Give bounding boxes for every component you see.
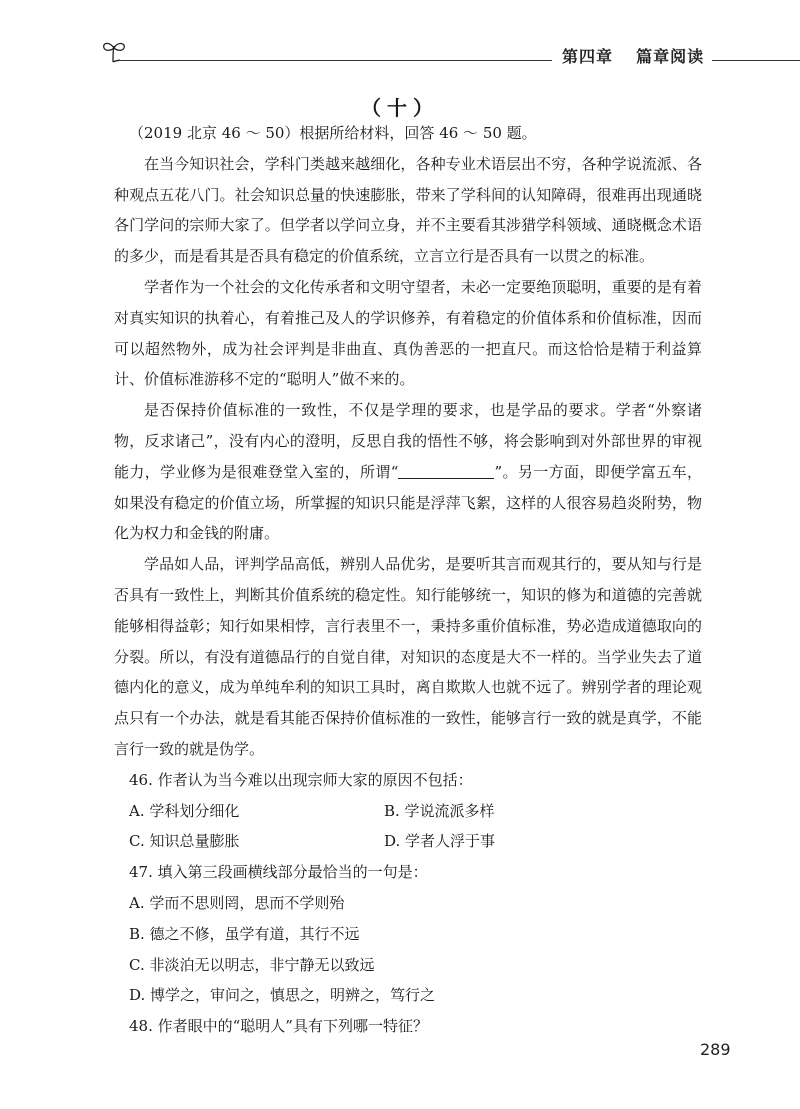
option-47-c: C. 非淡泊无以明志，非宁静无以致远 (129, 955, 375, 974)
option-47-a: A. 学而不思则罔，思而不学则殆 (129, 893, 345, 912)
question-48-stem: 48. 作者眼中的“聪明人”具有下列哪一特征？ (129, 1017, 428, 1036)
header-rule-left (120, 60, 552, 61)
option-46-c: C. 知识总量膨胀 (129, 832, 240, 851)
paragraph-1: 在当今知识社会，学科门类越来越细化，各种专业术语层出不穷，各种学说流派、各种观点五花八门。社会知识总量的快速膨胀，带来了学科间的认知障碍，很难再出现通晓各门学问的宗师大家了。但学者以学问立身，并不主要看其涉猎学科领域、通晓概念术语的多少，而是看其是否具有稳定的价值系统，立言立行是否具有一以贯之的标准。 (114, 154, 702, 266)
question-47-stem: 47. 填入第三段画横线部分最恰当的一句是： (129, 863, 428, 882)
paragraph-4: 学品如人品，评判学品高低，辨别人品优劣，是要听其言而观其行的，要从知与行是否具有一致性上，判断其价值系统的稳定性。知行能够统一，知识的修为和道德的完善就能够相得益彰；知行如果相悖，言行表里不一，秉持多重价值标准，势必造成道德取向的分裂。所以，有没有道德品行的自觉自律，对知识的态度是大不一样的。当学业失去了道德内化的意义，成为单纯牟利的知识工具时，离自欺欺人也就不远了。辨别学者的理论观点只有一个办法，就是看其能否保持价值标准的一致性，能够言行一致的就是真学，不能言行一致的就是伪学。 (114, 555, 702, 758)
option-47-d: D. 博学之，审问之，慎思之，明辨之，笃行之 (129, 986, 436, 1005)
sprout-icon (100, 38, 128, 66)
paragraph-3-before-blank: 是否保持价值标准的一致性，不仅是学理的要求，也是学品的要求。学者“外察诸物，反求诸己”，没有内心的澄明，反思自我的悟性不够，将会影响到对外部世界的审视能力，学业修为是很难登堂入室的，所谓“ (114, 401, 702, 481)
reading-passage (114, 118, 702, 1042)
paragraph-3-after-blank: ”。另一方面，即便学富五车，如果没有稳定的价值立场，所掌握的知识只能是浮萍飞絮，这样的人很容易趋炎附势，物化为权力和金钱的附庸。 (114, 462, 703, 543)
option-46-b: B. 学说流派多样 (384, 801, 495, 820)
page-header (100, 38, 800, 78)
fill-blank-line (398, 464, 494, 479)
chapter-title (562, 44, 704, 67)
page-number: 289 (700, 1040, 731, 1059)
section-label: 篇章阅读 (636, 47, 705, 66)
question-46-stem: 46. 作者认为当今难以出现宗师大家的原因不包括： (129, 770, 473, 789)
section-title: （十） (361, 96, 439, 120)
question-46-options-row-2 (114, 826, 702, 857)
option-46-a: A. 学科划分细化 (129, 801, 240, 820)
header-rule-right (712, 60, 800, 61)
intro-line: （2019 北京 46 ～ 50）根据所给材料，回答 46 ～ 50 题。 (129, 124, 537, 142)
paragraph-2: 学者作为一个社会的文化传承者和文明守望者，未必一定要绝顶聪明，重要的是有着对真实知识的执着心，有着推己及人的学识修养，有着稳定的价值体系和价值标准，因而可以超然物外，成为社会评判是非曲直、真伪善恶的一把直尺。而这恰恰是精于利益算计、价值标准游移不定的“聪明人”做不来的。 (114, 277, 702, 389)
paragraph-3 (114, 395, 702, 549)
chapter-label: 第四章 (562, 47, 614, 66)
option-47-b: B. 德之不修，虽学有道，其行不远 (129, 924, 360, 943)
question-46-options-row-1 (114, 796, 702, 827)
option-46-d: D. 学者人浮于事 (384, 832, 496, 851)
